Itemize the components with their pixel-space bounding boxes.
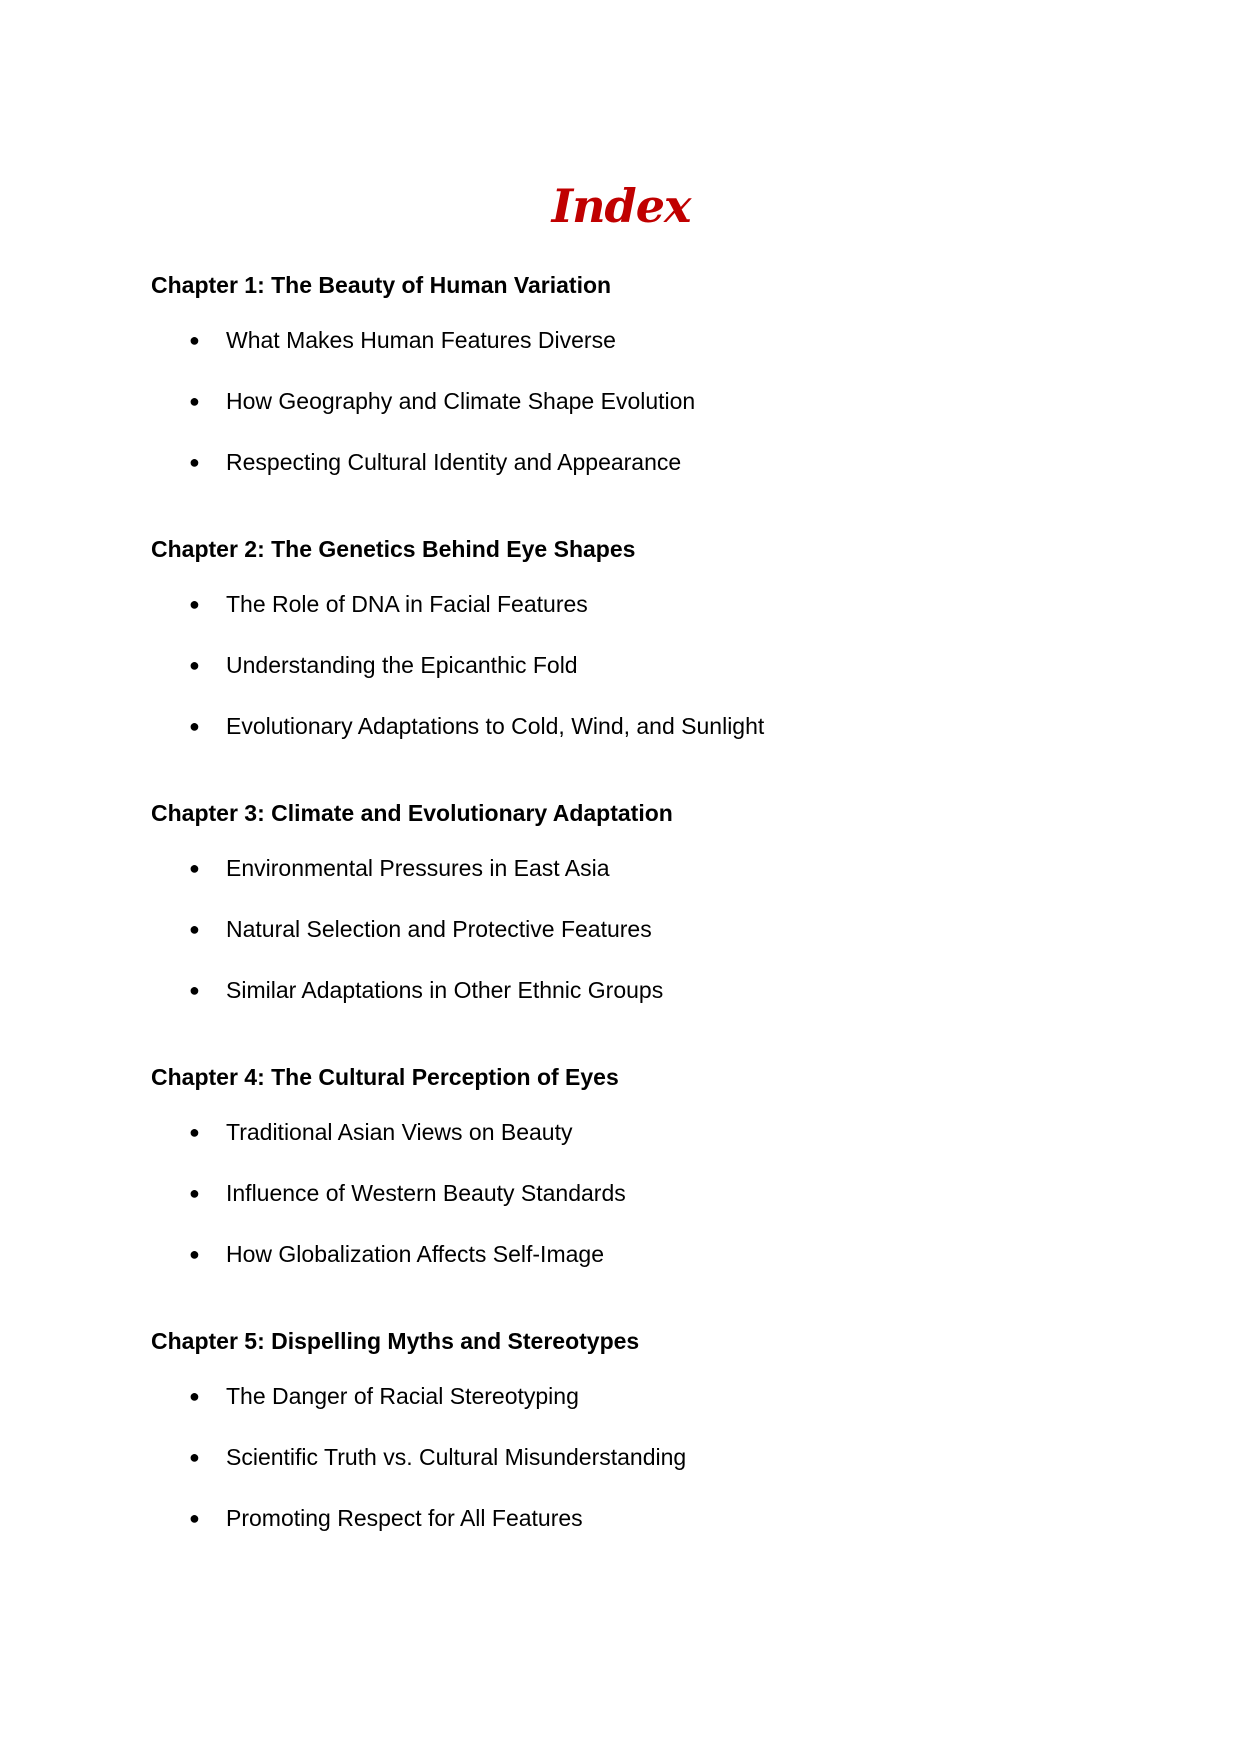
list-item [151, 1239, 1151, 1300]
chapter-title: Chapter 3: Climate and Evolutionary Adaptation [151, 800, 673, 826]
list-item-text: Traditional Asian Views on Beauty [226, 1119, 573, 1145]
list-item-text: Scientific Truth vs. Cultural Misunderstanding [226, 1444, 687, 1470]
list-item-text: Understanding the Epicanthic Fold [226, 652, 578, 678]
bullet-icon: ● [189, 1183, 200, 1203]
chapter-title: Chapter 1: The Beauty of Human Variation [151, 272, 612, 298]
chapter-title: Chapter 4: The Cultural Perception of Eyes [151, 1064, 619, 1090]
page-title: Index [551, 179, 691, 233]
list-item [151, 1381, 1151, 1442]
list-item [151, 853, 1151, 914]
list-item-text: Evolutionary Adaptations to Cold, Wind, and Sunlight [226, 713, 765, 739]
chapter-topics [151, 325, 1151, 508]
list-item-text: What Makes Human Features Diverse [226, 327, 616, 353]
list-item [151, 975, 1151, 1036]
list-item-text: How Geography and Climate Shape Evolution [226, 388, 696, 414]
bullet-icon: ● [189, 452, 200, 472]
bullet-icon: ● [189, 594, 200, 614]
chapter-5 [151, 1326, 1151, 1590]
bullet-icon: ● [189, 391, 200, 411]
list-item-text: Natural Selection and Protective Features [226, 916, 652, 942]
bullet-icon: ● [189, 919, 200, 939]
chapter-2 [151, 534, 1151, 798]
bullet-icon: ● [189, 1447, 200, 1467]
list-item-text: Similar Adaptations in Other Ethnic Groups [226, 977, 664, 1003]
list-item-text: How Globalization Affects Self-Image [226, 1241, 604, 1267]
bullet-icon: ● [189, 980, 200, 1000]
list-item [151, 325, 1151, 386]
bullet-icon: ● [189, 1244, 200, 1264]
list-item [151, 650, 1151, 711]
list-item [151, 1503, 1151, 1564]
chapter-topics [151, 589, 1151, 772]
bullet-icon: ● [189, 716, 200, 736]
list-item [151, 1178, 1151, 1239]
list-item [151, 711, 1151, 772]
list-item [151, 589, 1151, 650]
chapter-topics [151, 1117, 1151, 1300]
bullet-icon: ● [189, 1386, 200, 1406]
list-item-text: The Role of DNA in Facial Features [226, 591, 588, 617]
list-item [151, 386, 1151, 447]
bullet-icon: ● [189, 1508, 200, 1528]
list-item-text: Influence of Western Beauty Standards [226, 1180, 626, 1206]
list-item [151, 914, 1151, 975]
chapter-list [151, 270, 1151, 1590]
list-item [151, 1442, 1151, 1503]
bullet-icon: ● [189, 330, 200, 350]
list-item [151, 1117, 1151, 1178]
chapter-title: Chapter 2: The Genetics Behind Eye Shapes [151, 536, 636, 562]
bullet-icon: ● [189, 1122, 200, 1142]
list-item-text: Promoting Respect for All Features [226, 1505, 583, 1531]
chapter-title: Chapter 5: Dispelling Myths and Stereotypes [151, 1328, 640, 1354]
chapter-topics [151, 1381, 1151, 1564]
chapter-3 [151, 798, 1151, 1062]
chapter-4 [151, 1062, 1151, 1326]
bullet-icon: ● [189, 655, 200, 675]
chapter-1 [151, 270, 1151, 534]
list-item [151, 447, 1151, 508]
list-item-text: Respecting Cultural Identity and Appearance [226, 449, 682, 475]
list-item-text: The Danger of Racial Stereotyping [226, 1383, 579, 1409]
chapter-topics [151, 853, 1151, 1036]
list-item-text: Environmental Pressures in East Asia [226, 855, 610, 881]
bullet-icon: ● [189, 858, 200, 878]
